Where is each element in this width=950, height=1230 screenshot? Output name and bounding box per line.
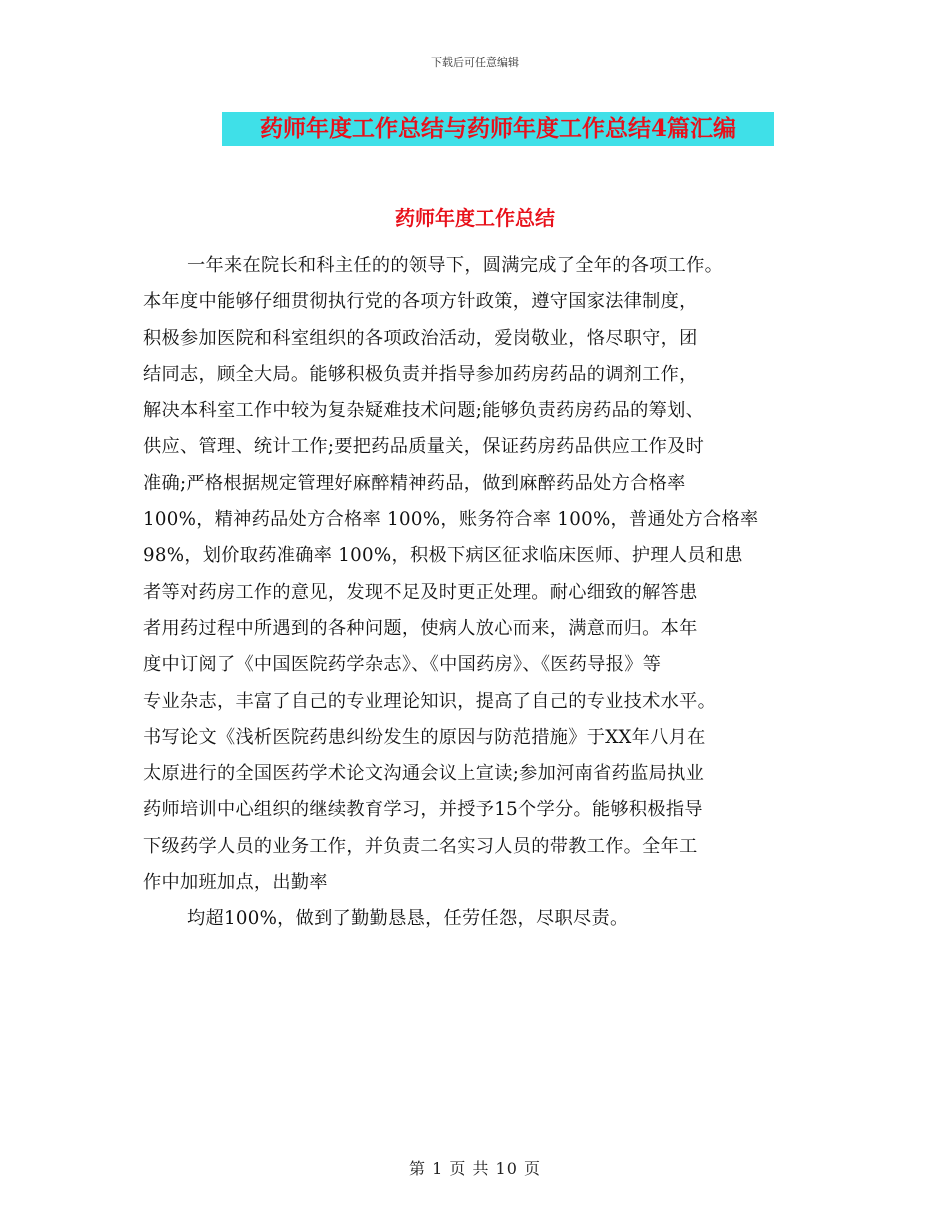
- paragraph-line: 解决本科室工作中较为复杂疑难技术问题;能够负责药房药品的筹划、: [143, 400, 705, 422]
- paragraph-line: 作中加班加点，出勤率: [143, 872, 328, 894]
- paragraph-line: 本年度中能够仔细贯彻执行党的各项方针政策，遵守国家法律制度，: [143, 291, 698, 313]
- paragraph-line: 结同志，顾全大局。能够积极负责并指导参加药房药品的调剂工作，: [143, 363, 698, 385]
- paragraph-line: 一年来在院长和科主任的的领导下，圆满完成了全年的各项工作。: [187, 255, 724, 276]
- body-text: [143, 248, 815, 938]
- paragraph-line: 积极参加医院和科室组织的各项政治活动，爱岗敬业，恪尽职守，团: [143, 327, 698, 349]
- paragraph-line: 度中订阅了《中国医院药学杂志》、《中国药房》、《医药导报》等: [143, 654, 662, 676]
- header-note: 下载后可任意编辑: [431, 56, 519, 69]
- section-title: 药师年度工作总结: [395, 206, 555, 230]
- paragraph-line: 药师培训中心组织的继续教育学习，并授予15个学分。能够积极指导: [143, 799, 703, 821]
- paragraph-line: 专业杂志，丰富了自己的专业理论知识，提高了自己的专业技术水平。: [143, 690, 717, 712]
- paragraph-line: 者等对药房工作的意见，发现不足及时更正处理。耐心细致的解答患: [143, 581, 698, 603]
- paragraph-line: 均超100%，做到了勤勤恳恳，任劳任怨，尽职尽责。: [187, 908, 629, 930]
- paragraph-line: 书写论文《浅析医院药患纠纷发生的原因与防范措施》于XX年八月在: [143, 726, 706, 748]
- paragraph-line: 准确;严格根据规定管理好麻醉精神药品，做到麻醉药品处方合格率: [143, 472, 686, 494]
- page-indicator: 第 1 页 共 10 页: [409, 1159, 541, 1178]
- paragraph-line: 下级药学人员的业务工作，并负责二名实习人员的带教工作。全年工: [143, 835, 698, 857]
- paragraph-line: 者用药过程中所遇到的各种问题，使病人放心而来，满意而归。本年: [143, 617, 698, 639]
- document-title: 药师年度工作总结与药师年度工作总结4篇汇编: [222, 112, 774, 146]
- paragraph-line: 98%，划价取药准确率 100%，积极下病区征求临床医师、护理人员和患: [143, 545, 743, 567]
- paragraph-line: 太原进行的全国医药学术论文沟通会议上宣读;参加河南省药监局执业: [143, 763, 705, 785]
- paragraph-line: 供应、管理、统计工作;要把药品质量关，保证药房药品供应工作及时: [143, 436, 705, 458]
- paragraph-line: 100%，精神药品处方合格率 100%，账务符合率 100%，普通处方合格率: [143, 509, 759, 531]
